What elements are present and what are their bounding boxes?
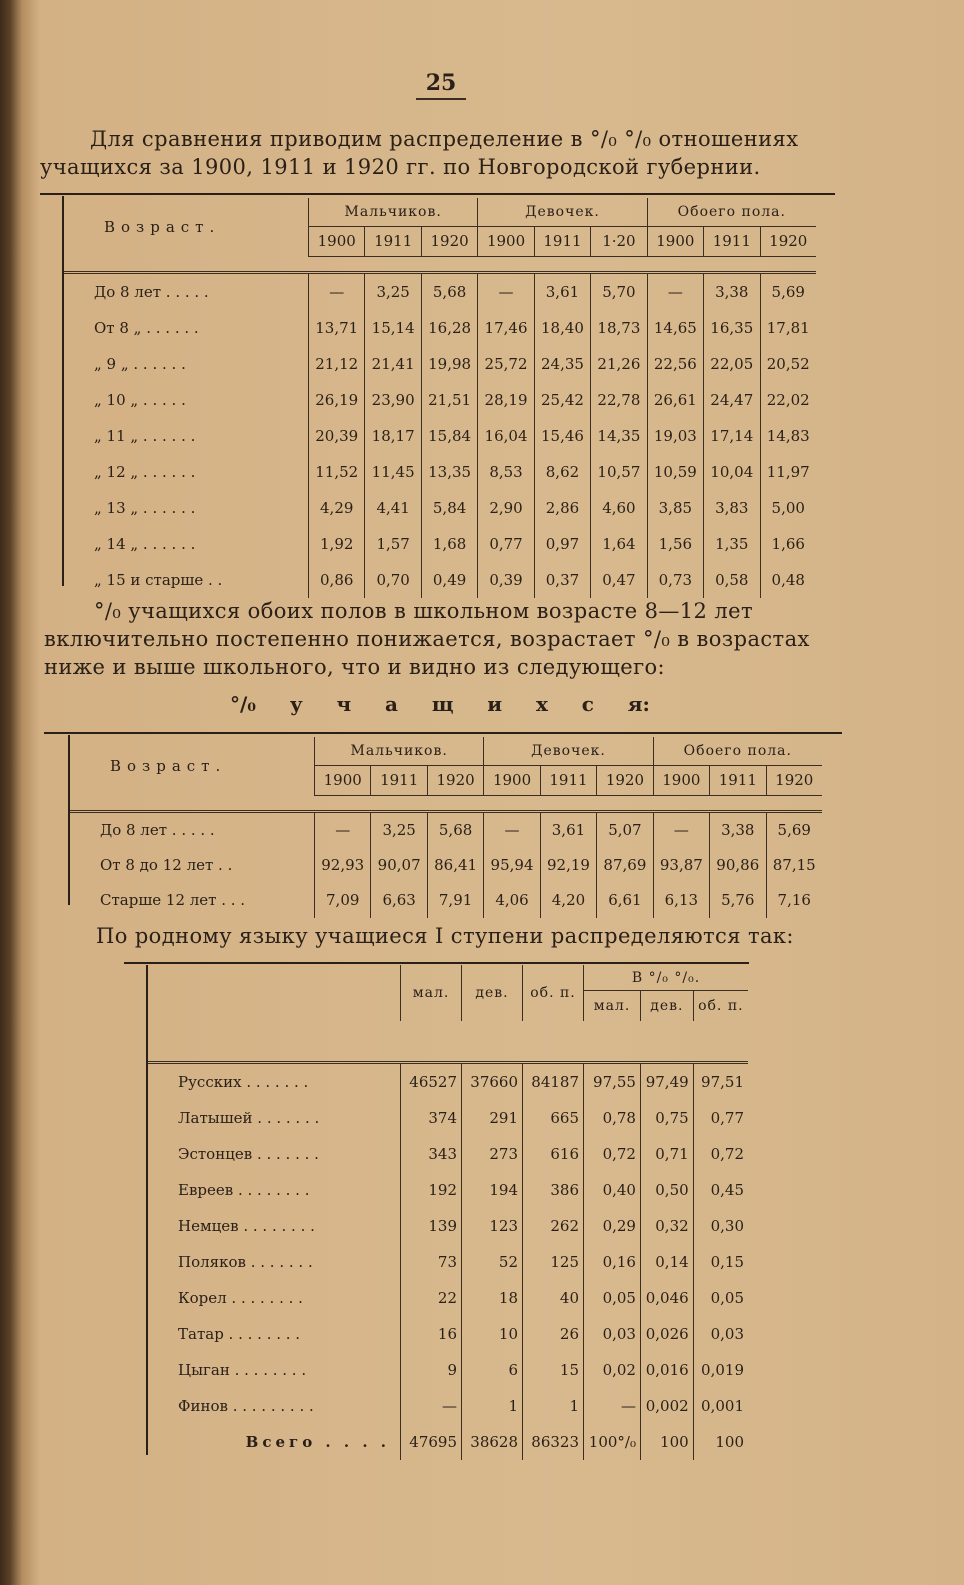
percent-cell: 21,41 bbox=[365, 346, 421, 382]
table-row bbox=[148, 1316, 748, 1352]
middle-paragraph bbox=[44, 597, 844, 681]
intro-line: учащихся за 1900, 1911 и 1920 гг. по Новгородской губернии. bbox=[40, 155, 761, 179]
table-row bbox=[148, 1100, 748, 1136]
percent-cell: 87,69 bbox=[597, 848, 653, 883]
sex-group-header: Девочек. bbox=[478, 198, 647, 227]
percent-cell: 6,61 bbox=[597, 883, 653, 918]
percent-cell: 8,53 bbox=[478, 454, 534, 490]
percent-cell: 5,84 bbox=[421, 490, 477, 526]
table-row bbox=[64, 310, 816, 346]
percent-cell: 3,25 bbox=[365, 272, 421, 310]
native-language-table bbox=[148, 965, 748, 1460]
percent-cell: 22,02 bbox=[760, 382, 816, 418]
year-header: 1·20 bbox=[591, 227, 647, 256]
percent-cell: 5,69 bbox=[760, 272, 816, 310]
percent-cell: 3,61 bbox=[540, 811, 596, 848]
table-row bbox=[64, 272, 816, 310]
value-cell: 46527 bbox=[401, 1063, 462, 1101]
nationality-label: Поляков . . . . . . . bbox=[178, 1253, 313, 1271]
value-cell: 1 bbox=[523, 1388, 584, 1424]
value-cell: 0,03 bbox=[584, 1316, 641, 1352]
percent-cell: 3,25 bbox=[371, 811, 427, 848]
value-cell: 0,72 bbox=[693, 1136, 748, 1172]
value-cell: 0,75 bbox=[640, 1100, 693, 1136]
total-cell: 100°/₀ bbox=[584, 1424, 641, 1460]
table-row bbox=[64, 490, 816, 526]
value-cell: 22 bbox=[401, 1280, 462, 1316]
value-cell: 123 bbox=[462, 1208, 523, 1244]
age-label: „ 10 „ . . . . . bbox=[94, 390, 186, 409]
percent-cell: 0,47 bbox=[591, 562, 647, 598]
caption-letter: ч bbox=[336, 692, 352, 716]
percent-cell: 0,73 bbox=[647, 562, 703, 598]
percent-cell: 0,37 bbox=[534, 562, 590, 598]
percent-cell: 25,42 bbox=[534, 382, 590, 418]
total-row bbox=[148, 1424, 748, 1460]
percent-cell: 22,56 bbox=[647, 346, 703, 382]
percent-cell: 28,19 bbox=[478, 382, 534, 418]
value-cell: 37660 bbox=[462, 1063, 523, 1101]
table-row bbox=[148, 1063, 748, 1101]
value-cell: 374 bbox=[401, 1100, 462, 1136]
value-cell: 0,026 bbox=[640, 1316, 693, 1352]
table-row bbox=[64, 562, 816, 598]
percent-cell: 3,38 bbox=[704, 272, 760, 310]
intro-line: Для сравнения приводим распределение в °/₀ °/₀ отношениях bbox=[90, 127, 799, 151]
value-cell: 0,71 bbox=[640, 1136, 693, 1172]
value-cell: 0,03 bbox=[693, 1316, 748, 1352]
percent-cell: 25,72 bbox=[478, 346, 534, 382]
value-cell: 0,72 bbox=[584, 1136, 641, 1172]
total-cell: 100 bbox=[640, 1424, 693, 1460]
percent-cell: 5,68 bbox=[427, 811, 483, 848]
value-cell: 40 bbox=[523, 1280, 584, 1316]
value-cell: 0,16 bbox=[584, 1244, 641, 1280]
age-label: „ 14 „ . . . . . . bbox=[94, 534, 196, 553]
age-label: До 8 лет . . . . . bbox=[94, 282, 209, 301]
sex-group-header: Мальчиков. bbox=[315, 737, 484, 766]
caption-letter: а bbox=[385, 692, 398, 716]
value-cell: 0,15 bbox=[693, 1244, 748, 1280]
caption-letter: °/₀ bbox=[230, 692, 257, 716]
middle-line: °/₀ учащихся обоих полов в школьном возрасте 8—12 лет bbox=[94, 599, 753, 623]
age-label: „ 12 „ . . . . . . bbox=[94, 462, 196, 481]
percent-cell: 87,15 bbox=[766, 848, 822, 883]
table-row bbox=[64, 526, 816, 562]
table2-top-rule bbox=[44, 732, 842, 734]
value-cell: 0,019 bbox=[693, 1352, 748, 1388]
percent-cell: — bbox=[653, 811, 709, 848]
value-cell: 0,14 bbox=[640, 1244, 693, 1280]
percent-cell: 26,19 bbox=[309, 382, 365, 418]
count-header: дев. bbox=[462, 965, 523, 1021]
age-label: От 8 до 12 лет . . bbox=[100, 856, 233, 874]
nationality-label: Цыган . . . . . . . . bbox=[178, 1361, 307, 1379]
value-cell: 125 bbox=[523, 1244, 584, 1280]
table-row bbox=[70, 848, 822, 883]
percent-cell: 19,98 bbox=[421, 346, 477, 382]
year-header: 1920 bbox=[766, 766, 822, 795]
percent-cell: 16,04 bbox=[478, 418, 534, 454]
percent-cell: 11,97 bbox=[760, 454, 816, 490]
value-cell: 616 bbox=[523, 1136, 584, 1172]
table-row bbox=[148, 1280, 748, 1316]
value-cell: 0,001 bbox=[693, 1388, 748, 1424]
value-cell: 0,78 bbox=[584, 1100, 641, 1136]
percent-cell: 6,63 bbox=[371, 883, 427, 918]
value-cell: 73 bbox=[401, 1244, 462, 1280]
percent-cell: 5,69 bbox=[766, 811, 822, 848]
percent-header: дев. bbox=[640, 991, 693, 1021]
percent-cell: 17,46 bbox=[478, 310, 534, 346]
percent-cell: 4,06 bbox=[484, 883, 540, 918]
value-cell: — bbox=[584, 1388, 641, 1424]
year-header: 1920 bbox=[760, 227, 816, 256]
count-header: мал. bbox=[401, 965, 462, 1021]
percent-cell: 4,29 bbox=[309, 490, 365, 526]
header-row bbox=[148, 965, 748, 991]
table-row bbox=[148, 1208, 748, 1244]
percent-cell: 14,83 bbox=[760, 418, 816, 454]
total-cell: 86323 bbox=[523, 1424, 584, 1460]
percent-cell: — bbox=[309, 272, 365, 310]
percent-cell: 11,52 bbox=[309, 454, 365, 490]
percent-cell: 21,26 bbox=[591, 346, 647, 382]
header-separator bbox=[148, 1021, 748, 1063]
percent-cell: 21,12 bbox=[309, 346, 365, 382]
age-column-header: Возраст. bbox=[110, 757, 227, 775]
percent-cell: 5,76 bbox=[710, 883, 766, 918]
percent-cell: 22,78 bbox=[591, 382, 647, 418]
sex-group-header: Девочек. bbox=[484, 737, 653, 766]
percent-cell: 14,65 bbox=[647, 310, 703, 346]
table-row bbox=[64, 346, 816, 382]
header-separator bbox=[64, 256, 816, 272]
table3-top-rule bbox=[124, 962, 749, 964]
percent-cell: 5,70 bbox=[591, 272, 647, 310]
percent-cell: 10,57 bbox=[591, 454, 647, 490]
age-label: Старше 12 лет . . . bbox=[100, 891, 246, 909]
percent-cell: 13,71 bbox=[309, 310, 365, 346]
table-row bbox=[148, 1388, 748, 1424]
table-row bbox=[64, 454, 816, 490]
value-cell: 52 bbox=[462, 1244, 523, 1280]
percent-header: мал. bbox=[584, 991, 641, 1021]
value-cell: — bbox=[401, 1388, 462, 1424]
percent-cell: 13,35 bbox=[421, 454, 477, 490]
percent-group-header: В °/₀ °/₀. bbox=[584, 965, 749, 991]
age-label: „ 13 „ . . . . . . bbox=[94, 498, 196, 517]
percent-cell: 10,59 bbox=[647, 454, 703, 490]
nationality-label: Русских . . . . . . . bbox=[178, 1073, 309, 1091]
caption-letter: с bbox=[581, 692, 594, 716]
sex-group-header: Обоего пола. bbox=[647, 198, 816, 227]
percent-cell: 95,94 bbox=[484, 848, 540, 883]
year-header: 1911 bbox=[365, 227, 421, 256]
percent-cell: 5,00 bbox=[760, 490, 816, 526]
table-row bbox=[148, 1172, 748, 1208]
percent-cell: 11,45 bbox=[365, 454, 421, 490]
percent-cell: 4,20 bbox=[540, 883, 596, 918]
nationality-label: Финов . . . . . . . . . bbox=[178, 1397, 314, 1415]
table-row bbox=[64, 382, 816, 418]
table-row bbox=[64, 418, 816, 454]
year-header: 1911 bbox=[540, 766, 596, 795]
percent-cell: 16,28 bbox=[421, 310, 477, 346]
value-cell: 0,016 bbox=[640, 1352, 693, 1388]
year-header: 1920 bbox=[421, 227, 477, 256]
total-cell: 38628 bbox=[462, 1424, 523, 1460]
percent-cell: 23,90 bbox=[365, 382, 421, 418]
year-header: 1911 bbox=[704, 227, 760, 256]
percent-cell: 6,13 bbox=[653, 883, 709, 918]
value-cell: 10 bbox=[462, 1316, 523, 1352]
year-header: 1900 bbox=[653, 766, 709, 795]
percent-cell: 1,68 bbox=[421, 526, 477, 562]
value-cell: 139 bbox=[401, 1208, 462, 1244]
percent-header: об. п. bbox=[693, 991, 748, 1021]
percent-cell: 21,51 bbox=[421, 382, 477, 418]
percent-cell: 22,05 bbox=[704, 346, 760, 382]
percent-cell: 2,86 bbox=[534, 490, 590, 526]
percent-cell: 5,07 bbox=[597, 811, 653, 848]
caption-letter: и bbox=[487, 692, 503, 716]
percent-cell: 0,77 bbox=[478, 526, 534, 562]
value-cell: 665 bbox=[523, 1100, 584, 1136]
percent-cell: 15,14 bbox=[365, 310, 421, 346]
age-label: „ 9 „ . . . . . . bbox=[94, 354, 186, 373]
value-cell: 0,05 bbox=[584, 1280, 641, 1316]
value-cell: 0,30 bbox=[693, 1208, 748, 1244]
percent-cell: 92,93 bbox=[315, 848, 371, 883]
language-line: По родному языку учащиеся I ступени распределяются так: bbox=[96, 924, 794, 948]
year-header: 1900 bbox=[309, 227, 365, 256]
year-header: 1911 bbox=[371, 766, 427, 795]
value-cell: 0,32 bbox=[640, 1208, 693, 1244]
table1-top-rule bbox=[40, 193, 835, 195]
age-distribution-table bbox=[64, 198, 816, 598]
percent-cell: 1,64 bbox=[591, 526, 647, 562]
year-header: 1911 bbox=[710, 766, 766, 795]
table-row bbox=[70, 811, 822, 848]
percent-cell: 1,56 bbox=[647, 526, 703, 562]
caption-letter: я: bbox=[627, 692, 650, 716]
nationality-label: Эстонцев . . . . . . . bbox=[178, 1145, 319, 1163]
percent-cell: 0,86 bbox=[309, 562, 365, 598]
year-header: 1920 bbox=[427, 766, 483, 795]
percent-cell: 1,92 bbox=[309, 526, 365, 562]
age-label: „ 11 „ . . . . . . bbox=[94, 426, 196, 445]
sex-group-header: Мальчиков. bbox=[309, 198, 478, 227]
year-header: 1900 bbox=[315, 766, 371, 795]
percent-cell: 86,41 bbox=[427, 848, 483, 883]
total-cell: 47695 bbox=[401, 1424, 462, 1460]
value-cell: 1 bbox=[462, 1388, 523, 1424]
percent-cell: 17,81 bbox=[760, 310, 816, 346]
percent-cell: 20,39 bbox=[309, 418, 365, 454]
header-separator bbox=[70, 795, 822, 811]
percent-cell: 3,85 bbox=[647, 490, 703, 526]
year-header: 1920 bbox=[597, 766, 653, 795]
percent-cell: 90,86 bbox=[710, 848, 766, 883]
value-cell: 0,046 bbox=[640, 1280, 693, 1316]
percent-cell: 3,61 bbox=[534, 272, 590, 310]
percent-cell: 7,09 bbox=[315, 883, 371, 918]
table2-caption bbox=[230, 692, 650, 716]
percent-cell: 26,61 bbox=[647, 382, 703, 418]
percent-cell: 14,35 bbox=[591, 418, 647, 454]
nationality-label: Латышей . . . . . . . bbox=[178, 1109, 320, 1127]
percent-cell: 0,48 bbox=[760, 562, 816, 598]
value-cell: 97,55 bbox=[584, 1063, 641, 1101]
caption-letter: х bbox=[535, 692, 548, 716]
percent-cell: 24,35 bbox=[534, 346, 590, 382]
nationality-label: Евреев . . . . . . . . bbox=[178, 1181, 310, 1199]
count-header: об. п. bbox=[523, 965, 584, 1021]
value-cell: 15 bbox=[523, 1352, 584, 1388]
value-cell: 26 bbox=[523, 1316, 584, 1352]
percent-cell: 19,03 bbox=[647, 418, 703, 454]
value-cell: 16 bbox=[401, 1316, 462, 1352]
caption-letter: щ bbox=[431, 692, 454, 716]
value-cell: 273 bbox=[462, 1136, 523, 1172]
value-cell: 386 bbox=[523, 1172, 584, 1208]
value-cell: 343 bbox=[401, 1136, 462, 1172]
year-header: 1900 bbox=[478, 227, 534, 256]
value-cell: 0,45 bbox=[693, 1172, 748, 1208]
sex-group-header: Обоего пола. bbox=[653, 737, 822, 766]
percent-cell: 3,83 bbox=[704, 490, 760, 526]
label-header-blank bbox=[148, 965, 401, 1021]
language-paragraph bbox=[96, 922, 846, 950]
value-cell: 0,77 bbox=[693, 1100, 748, 1136]
percent-cell: 0,49 bbox=[421, 562, 477, 598]
percent-cell: — bbox=[478, 272, 534, 310]
percent-cell: 4,60 bbox=[591, 490, 647, 526]
value-cell: 97,51 bbox=[693, 1063, 748, 1101]
value-cell: 291 bbox=[462, 1100, 523, 1136]
percent-cell: 0,58 bbox=[704, 562, 760, 598]
percent-cell: 0,97 bbox=[534, 526, 590, 562]
percent-cell: 3,38 bbox=[710, 811, 766, 848]
percent-cell: 10,04 bbox=[704, 454, 760, 490]
percent-cell: 5,68 bbox=[421, 272, 477, 310]
year-header: 1900 bbox=[484, 766, 540, 795]
percent-cell: 7,91 bbox=[427, 883, 483, 918]
percent-cell: 1,57 bbox=[365, 526, 421, 562]
percent-cell: 92,19 bbox=[540, 848, 596, 883]
percent-cell: 8,62 bbox=[534, 454, 590, 490]
value-cell: 84187 bbox=[523, 1063, 584, 1101]
group-header-row bbox=[64, 198, 816, 227]
percent-cell: 4,41 bbox=[365, 490, 421, 526]
percent-cell: 18,17 bbox=[365, 418, 421, 454]
table-row bbox=[70, 883, 822, 918]
group-header-row bbox=[70, 737, 822, 766]
middle-line: ниже и выше школьного, что и видно из следующего: bbox=[44, 655, 666, 679]
value-cell: 262 bbox=[523, 1208, 584, 1244]
value-cell: 0,40 bbox=[584, 1172, 641, 1208]
age-label: От 8 „ . . . . . . bbox=[94, 318, 199, 337]
year-header: 1911 bbox=[534, 227, 590, 256]
percent-cell: 90,07 bbox=[371, 848, 427, 883]
percent-cell: 17,14 bbox=[704, 418, 760, 454]
percent-cell: 1,35 bbox=[704, 526, 760, 562]
age-summary-table bbox=[70, 737, 822, 918]
value-cell: 18 bbox=[462, 1280, 523, 1316]
value-cell: 0,50 bbox=[640, 1172, 693, 1208]
percent-cell: 93,87 bbox=[653, 848, 709, 883]
nationality-label: Корел . . . . . . . . bbox=[178, 1289, 303, 1307]
intro-paragraph bbox=[40, 125, 840, 181]
value-cell: 97,49 bbox=[640, 1063, 693, 1101]
total-cell: 100 bbox=[693, 1424, 748, 1460]
percent-cell: 0,70 bbox=[365, 562, 421, 598]
percent-cell: 24,47 bbox=[704, 382, 760, 418]
percent-cell: 15,46 bbox=[534, 418, 590, 454]
middle-line: включительно постепенно понижается, возрастает °/₀ в возрастах bbox=[44, 627, 810, 651]
percent-cell: 2,90 bbox=[478, 490, 534, 526]
value-cell: 9 bbox=[401, 1352, 462, 1388]
nationality-label: Немцев . . . . . . . . bbox=[178, 1217, 315, 1235]
table-row bbox=[148, 1352, 748, 1388]
percent-cell: 15,84 bbox=[421, 418, 477, 454]
value-cell: 0,05 bbox=[693, 1280, 748, 1316]
age-label: До 8 лет . . . . . bbox=[100, 821, 215, 839]
percent-cell: 0,39 bbox=[478, 562, 534, 598]
total-label: Всего . . . . bbox=[245, 1433, 390, 1451]
percent-cell: 18,40 bbox=[534, 310, 590, 346]
percent-cell: 1,66 bbox=[760, 526, 816, 562]
value-cell: 0,02 bbox=[584, 1352, 641, 1388]
value-cell: 194 bbox=[462, 1172, 523, 1208]
percent-cell: — bbox=[315, 811, 371, 848]
age-label: „ 15 и старше . . bbox=[94, 570, 223, 589]
page-number: 25 bbox=[416, 70, 466, 100]
value-cell: 6 bbox=[462, 1352, 523, 1388]
caption-letter: у bbox=[289, 692, 303, 716]
age-column-header: Возраст. bbox=[104, 218, 221, 236]
percent-cell: 7,16 bbox=[766, 883, 822, 918]
nationality-label: Татар . . . . . . . . bbox=[178, 1325, 301, 1343]
table-row bbox=[148, 1244, 748, 1280]
value-cell: 192 bbox=[401, 1172, 462, 1208]
value-cell: 0,002 bbox=[640, 1388, 693, 1424]
percent-cell: — bbox=[647, 272, 703, 310]
percent-cell: 16,35 bbox=[704, 310, 760, 346]
percent-cell: 18,73 bbox=[591, 310, 647, 346]
percent-cell: — bbox=[484, 811, 540, 848]
value-cell: 0,29 bbox=[584, 1208, 641, 1244]
table-row bbox=[148, 1136, 748, 1172]
percent-cell: 20,52 bbox=[760, 346, 816, 382]
year-header: 1900 bbox=[647, 227, 703, 256]
